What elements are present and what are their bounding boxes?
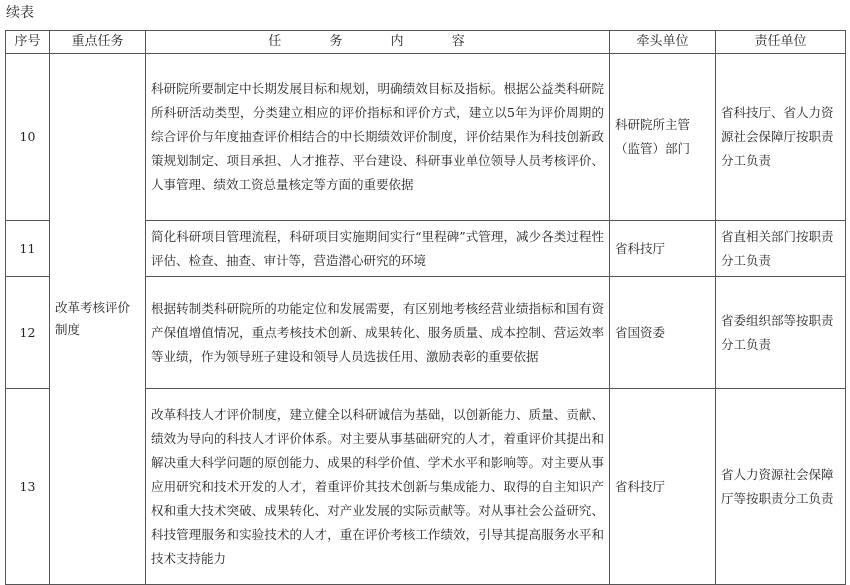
row-resp: 省直相关部门按职责分工负责 [716, 221, 846, 277]
task-table [5, 30, 846, 585]
row-lead: 省国资委 [610, 277, 716, 389]
row-resp: 省人力资源社会保障厅等按职责分工负责 [716, 389, 846, 585]
row-lead: 科研院所主管（监管）部门 [610, 54, 716, 221]
row-content: 根据转制类科研院所的功能定位和发展需要，有区别地考核经营业绩指标和国有资产保值增值情况，重点考核技术创新、成果转化、服务质量、成本控制、营运效率等业绩，作为领导班子建设和领导人员选拔任用、激励表彰的重要依据 [146, 277, 610, 389]
header-content: 任 务 内 容 [146, 31, 610, 54]
header-lead: 牵头单位 [610, 31, 716, 54]
group-task-cell: 改革考核评价制度 [50, 54, 146, 585]
row-resp: 省科技厅、省人力资源社会保障厅按职责分工负责 [716, 54, 846, 221]
row-seq: 11 [6, 221, 50, 277]
row-content: 改革科技人才评价制度，建立健全以科研诚信为基础，以创新能力、质量、贡献、绩效为导向的科技人才评价体系。对主要从事基础研究的人才，着重评价其提出和解决重大科学问题的原创能力、成果的科学价值、学术水平和影响等。对主要从事应用研究和技术开发的人才，着重评价其技术创新与集成能力、取得的自主知识产权和重大技术突破、成果转化、对产业发展的实际贡献等。对从事社会公益研究、科技管理服务和实验技术的人才，重在评价考核工作绩效，引导其提高服务水平和技术支持能力 [146, 389, 610, 585]
row-seq: 10 [6, 54, 50, 221]
table-row [6, 54, 846, 221]
table-caption: 续表 [6, 5, 34, 21]
header-task: 重点任务 [50, 31, 146, 54]
row-seq: 13 [6, 389, 50, 585]
header-row [6, 31, 846, 54]
row-content: 简化科研项目管理流程，科研项目实施期间实行“里程碑”式管理，减少各类过程性评估、检查、抽查、审计等，营造潜心研究的环境 [146, 221, 610, 277]
row-seq: 12 [6, 277, 50, 389]
row-lead: 省科技厅 [610, 389, 716, 585]
row-resp: 省委组织部等按职责分工负责 [716, 277, 846, 389]
row-lead: 省科技厅 [610, 221, 716, 277]
header-resp: 责任单位 [716, 31, 846, 54]
row-content: 科研院所要制定中长期发展目标和规划，明确绩效目标及指标。根据公益类科研院所科研活动类型，分类建立相应的评价指标和评价方式，建立以5年为评价周期的综合评价与年度抽查评价相结合的中长期绩效评价制度，评价结果作为科技创新政策规划制定、项目承担、人才推荐、平台建设、科研事业单位领导人员考核评价、人事管理、绩效工资总量核定等方面的重要依据 [146, 54, 610, 221]
header-seq: 序号 [6, 31, 50, 54]
